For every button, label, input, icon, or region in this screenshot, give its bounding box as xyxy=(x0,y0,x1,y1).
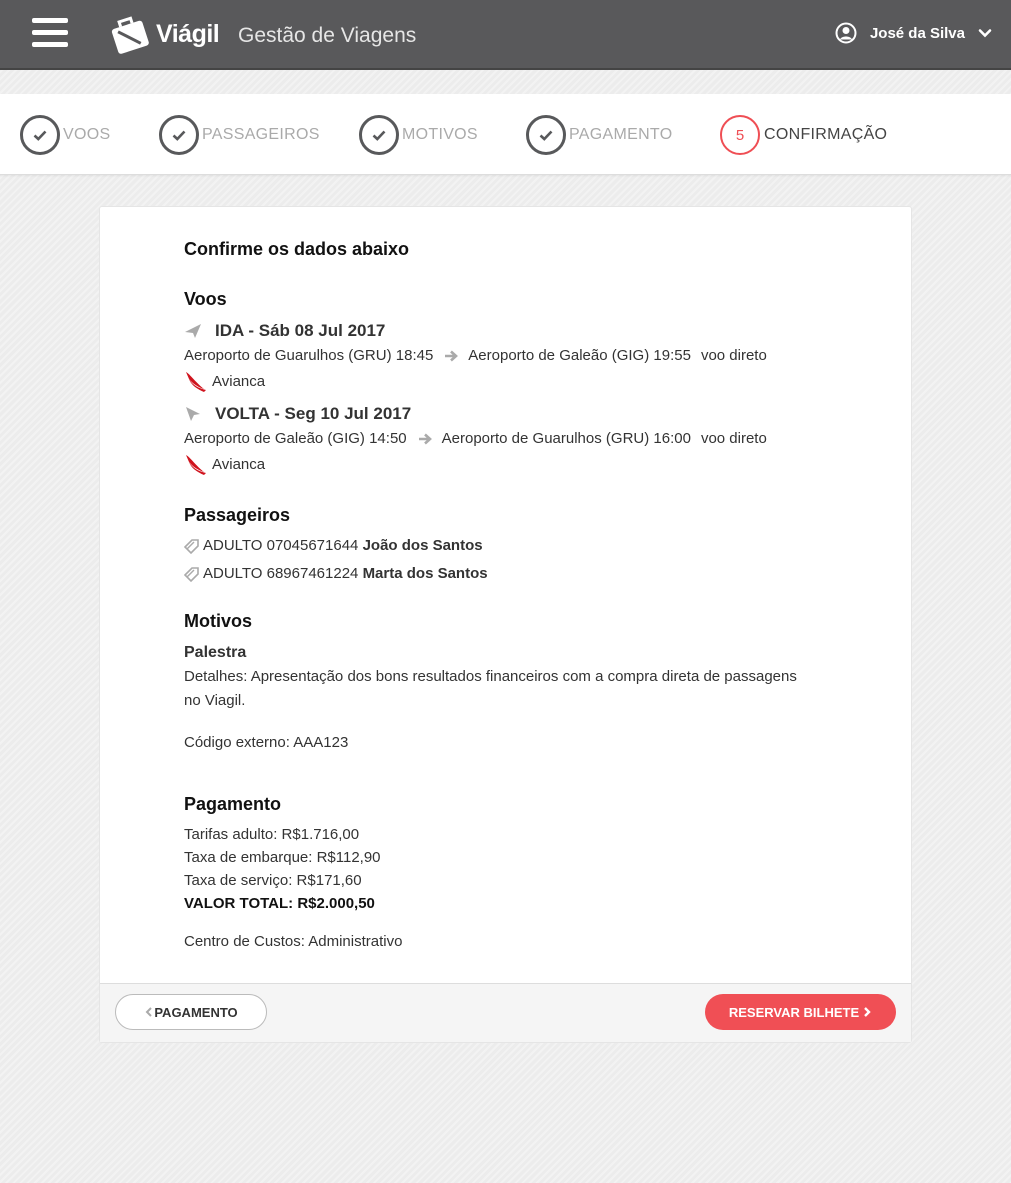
app-title: Gestão de Viagens xyxy=(238,24,417,47)
chevron-right-icon xyxy=(862,1006,872,1018)
flight-title-text: IDA - Sáb 08 Jul 2017 xyxy=(215,321,386,340)
tarifas-adulto: Tarifas adulto: R$1.716,00 xyxy=(184,826,360,843)
step-check-icon xyxy=(20,115,60,155)
flight-destination: Aeroporto de Guarulhos (GRU) 16:00 xyxy=(441,430,691,447)
motivo-details-line1: Detalhes: Apresentação dos bons resultados financeiros com a compra direta de passagens xyxy=(184,668,797,685)
step-pagamento[interactable] xyxy=(526,115,672,155)
chevron-down-icon xyxy=(977,25,993,41)
motivos-heading: Motivos xyxy=(184,611,253,631)
ticket-icon xyxy=(184,566,200,582)
back-pagamento-button[interactable] xyxy=(115,994,267,1030)
flight-volta-airline xyxy=(184,452,265,476)
flight-type: voo direto xyxy=(700,347,767,364)
step-check-icon xyxy=(159,115,199,155)
motivo-details-line2: no Viagil. xyxy=(184,692,246,709)
logo[interactable] xyxy=(108,14,219,54)
passageiros-heading: Passageiros xyxy=(184,505,291,525)
menu-icon[interactable] xyxy=(32,18,68,48)
taxa-servico: Taxa de serviço: R$171,60 xyxy=(184,872,362,889)
page-title: Confirme os dados abaixo xyxy=(184,239,410,259)
passenger-category: ADULTO 07045671644 xyxy=(203,537,359,554)
plane-return-icon xyxy=(184,405,202,423)
user-name: José da Silva xyxy=(869,24,965,42)
motivo-title: Palestra xyxy=(184,644,247,661)
chevron-left-icon xyxy=(144,1006,154,1018)
airline-name: Avianca xyxy=(212,455,266,473)
step-label: VOOS xyxy=(63,126,111,143)
plane-departure-icon xyxy=(184,322,202,340)
passenger-name: Marta dos Santos xyxy=(362,565,488,582)
step-confirmacao[interactable] xyxy=(720,115,887,155)
user-menu[interactable] xyxy=(835,22,993,44)
flight-destination: Aeroporto de Galeão (GIG) 19:55 xyxy=(468,347,691,364)
card-footer xyxy=(100,983,911,1042)
step-label: MOTIVOS xyxy=(402,126,478,143)
step-label: PASSAGEIROS xyxy=(202,126,320,143)
step-number: 5 xyxy=(720,115,760,155)
avianca-logo-icon xyxy=(184,369,208,393)
flight-title-text: VOLTA - Seg 10 Jul 2017 xyxy=(215,404,412,423)
flight-type: voo direto xyxy=(700,430,767,447)
ticket-icon xyxy=(184,538,200,554)
step-label: CONFIRMAÇÃO xyxy=(764,126,888,143)
user-avatar-icon xyxy=(835,22,857,44)
arrow-right-icon xyxy=(417,432,433,446)
pagamento-heading: Pagamento xyxy=(184,794,282,814)
passenger-item xyxy=(184,565,488,582)
logo-text: Viágil xyxy=(156,19,220,48)
top-navbar xyxy=(0,0,1011,70)
passenger-item xyxy=(184,537,483,554)
reservar-bilhete-button[interactable] xyxy=(705,994,896,1030)
flight-volta-route xyxy=(184,430,767,447)
step-check-icon xyxy=(526,115,566,155)
flight-volta-title xyxy=(184,404,411,424)
flight-ida-airline xyxy=(184,369,265,393)
centro-custos: Centro de Custos: Administrativo xyxy=(184,933,403,950)
arrow-right-icon xyxy=(443,349,459,363)
checkout-steps xyxy=(0,94,1011,175)
flight-ida-title xyxy=(184,321,385,341)
step-check-icon xyxy=(359,115,399,155)
flight-ida-route xyxy=(184,347,767,364)
avianca-logo-icon xyxy=(184,452,208,476)
valor-total: VALOR TOTAL: R$2.000,50 xyxy=(184,895,375,912)
step-passageiros[interactable] xyxy=(159,115,320,155)
voos-heading: Voos xyxy=(184,289,227,309)
confirmation-card xyxy=(99,206,912,1043)
next-button-label: RESERVAR BILHETE xyxy=(728,1004,860,1020)
flight-origin: Aeroporto de Galeão (GIG) 14:50 xyxy=(184,430,407,447)
step-motivos[interactable] xyxy=(359,115,478,155)
taxa-embarque: Taxa de embarque: R$112,90 xyxy=(184,849,381,866)
flight-origin: Aeroporto de Guarulhos (GRU) 18:45 xyxy=(184,347,434,364)
passenger-name: João dos Santos xyxy=(362,537,483,554)
passenger-category: ADULTO 68967461224 xyxy=(203,565,359,582)
step-label: PAGAMENTO xyxy=(569,126,673,143)
external-code: Código externo: AAA123 xyxy=(184,734,349,751)
airline-name: Avianca xyxy=(212,372,266,390)
suitcase-logo-icon xyxy=(108,14,154,54)
step-voos[interactable] xyxy=(20,115,110,155)
back-button-label: PAGAMENTO xyxy=(154,1004,238,1020)
